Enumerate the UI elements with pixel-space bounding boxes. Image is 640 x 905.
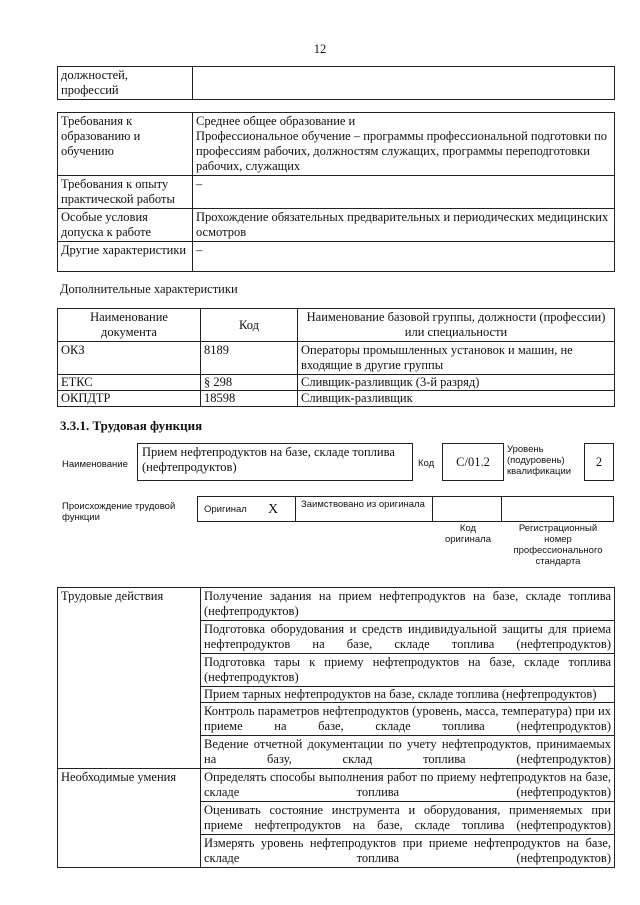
function-name-box [137, 443, 413, 481]
action-item: Подготовка тары к приему нефтепродуктов на базе, складе топлива (нефтепродуктов) [201, 654, 615, 687]
row-label: Другие характеристики [58, 242, 193, 272]
qualification-level-value: 2 [595, 455, 603, 469]
row-value: Прохождение обязательных предварительных и периодических медицинских осмотров [193, 209, 615, 242]
code-original-label: Код оригинала [444, 523, 491, 545]
action-item: Контроль параметров нефтепродуктов (уровень, масса, температура) при их приеме на базе, складе топлива (нефтепродуктов) [201, 703, 615, 736]
reg-number-box [501, 496, 614, 522]
row-value: – [193, 176, 615, 209]
skill-item: Измерять уровень нефтепродуктов при приеме нефтепродуктов на базе, складе топлива (нефтепродуктов) [201, 835, 615, 868]
group-label: Необходимые умения [58, 769, 201, 868]
code-original-box [432, 496, 502, 522]
row-label: Особые условия допуска к работе [58, 209, 193, 242]
origin-label: Происхождение трудовой функции [62, 501, 176, 523]
table-row [58, 769, 615, 802]
original-mark: X [268, 502, 279, 517]
group-label: Трудовые действия [58, 588, 201, 769]
row-value [193, 67, 615, 100]
table-row [58, 113, 615, 176]
row-label: должностей, профессий [58, 67, 193, 100]
action-item: Подготовка оборудования и средств индивидуальной защиты для приема нефтепродуктов на базе, складе топлива (нефтепродуктов) [201, 621, 615, 654]
column-header: Наименование документа [58, 309, 201, 342]
function-code-value: С/01.2 [456, 455, 490, 469]
table-row [58, 342, 615, 375]
actions-skills-table [57, 587, 615, 868]
column-header: Код [201, 309, 298, 342]
action-item: Прием тарных нефтепродуктов на базе, складе топлива (нефтепродуктов) [201, 687, 615, 703]
table-row [58, 242, 615, 272]
row-label: Требования к образованию и обучению [58, 113, 193, 176]
row-value: Среднее общее образование и Профессиональное обучение – программы профессиональной подготовки по профессиям рабочих, должностям служащих, программы переподготовки рабочих, служащих [193, 113, 615, 176]
additional-characteristics-table [57, 308, 615, 407]
doc-cell: ЕТКС [58, 375, 201, 391]
row-value: – [193, 242, 615, 272]
column-header: Наименование базовой группы, должности (профессии) или специальности [298, 309, 615, 342]
function-heading: 3.3.1. Трудовая функция [60, 418, 203, 433]
table-row [58, 176, 615, 209]
name-cell: Операторы промышленных установок и машин, не входящие в другие группы [298, 342, 615, 375]
name-cell: Сливщик-разливщик [298, 391, 615, 407]
original-box [197, 496, 296, 522]
code-cell: § 298 [201, 375, 298, 391]
qualification-level-label: Уровень (подуровень) квалификации [507, 444, 572, 477]
function-code-box [442, 443, 504, 481]
doc-cell: ОКЗ [58, 342, 201, 375]
original-label: Оригинал [204, 504, 247, 515]
borrowed-box [295, 496, 433, 522]
code-cell: 8189 [201, 342, 298, 375]
table-row [58, 588, 615, 621]
continuation-table [57, 66, 615, 100]
doc-cell: ОКПДТР [58, 391, 201, 407]
section-heading: Дополнительные характеристики [60, 282, 238, 296]
action-item: Получение задания на прием нефтепродуктов на базе, складе топлива (нефтепродуктов) [201, 588, 615, 621]
table-row [58, 67, 615, 100]
name-cell: Сливщик-разливщик (3-й разряд) [298, 375, 615, 391]
requirements-table [57, 112, 615, 272]
table-row [58, 375, 615, 391]
qualification-level-box [584, 443, 614, 481]
function-name-value: Прием нефтепродуктов на базе, складе топлива (нефтепродуктов) [142, 445, 395, 474]
table-row [58, 209, 615, 242]
action-item: Ведение отчетной документации по учету нефтепродуктов, принимаемых на базу, склад топлива (нефтепродуктов) [201, 736, 615, 769]
name-label: Наименование [62, 459, 128, 470]
skill-item: Оценивать состояние инструмента и оборудования, применяемых при приеме нефтепродуктов на базе, складе топлива (нефтепродуктов) [201, 802, 615, 835]
table-row [58, 391, 615, 407]
row-label: Требования к опыту практической работы [58, 176, 193, 209]
code-label: Код [418, 458, 435, 469]
skill-item: Определять способы выполнения работ по приему нефтепродуктов на базе, складе топлива (нефтепродуктов) [201, 769, 615, 802]
reg-number-label: Регистрационный номер профессионального стандарта [513, 523, 603, 567]
page-number: 12 [313, 42, 327, 56]
table-header-row [58, 309, 615, 342]
borrowed-label: Заимствовано из оригинала [301, 499, 425, 510]
code-cell: 18598 [201, 391, 298, 407]
